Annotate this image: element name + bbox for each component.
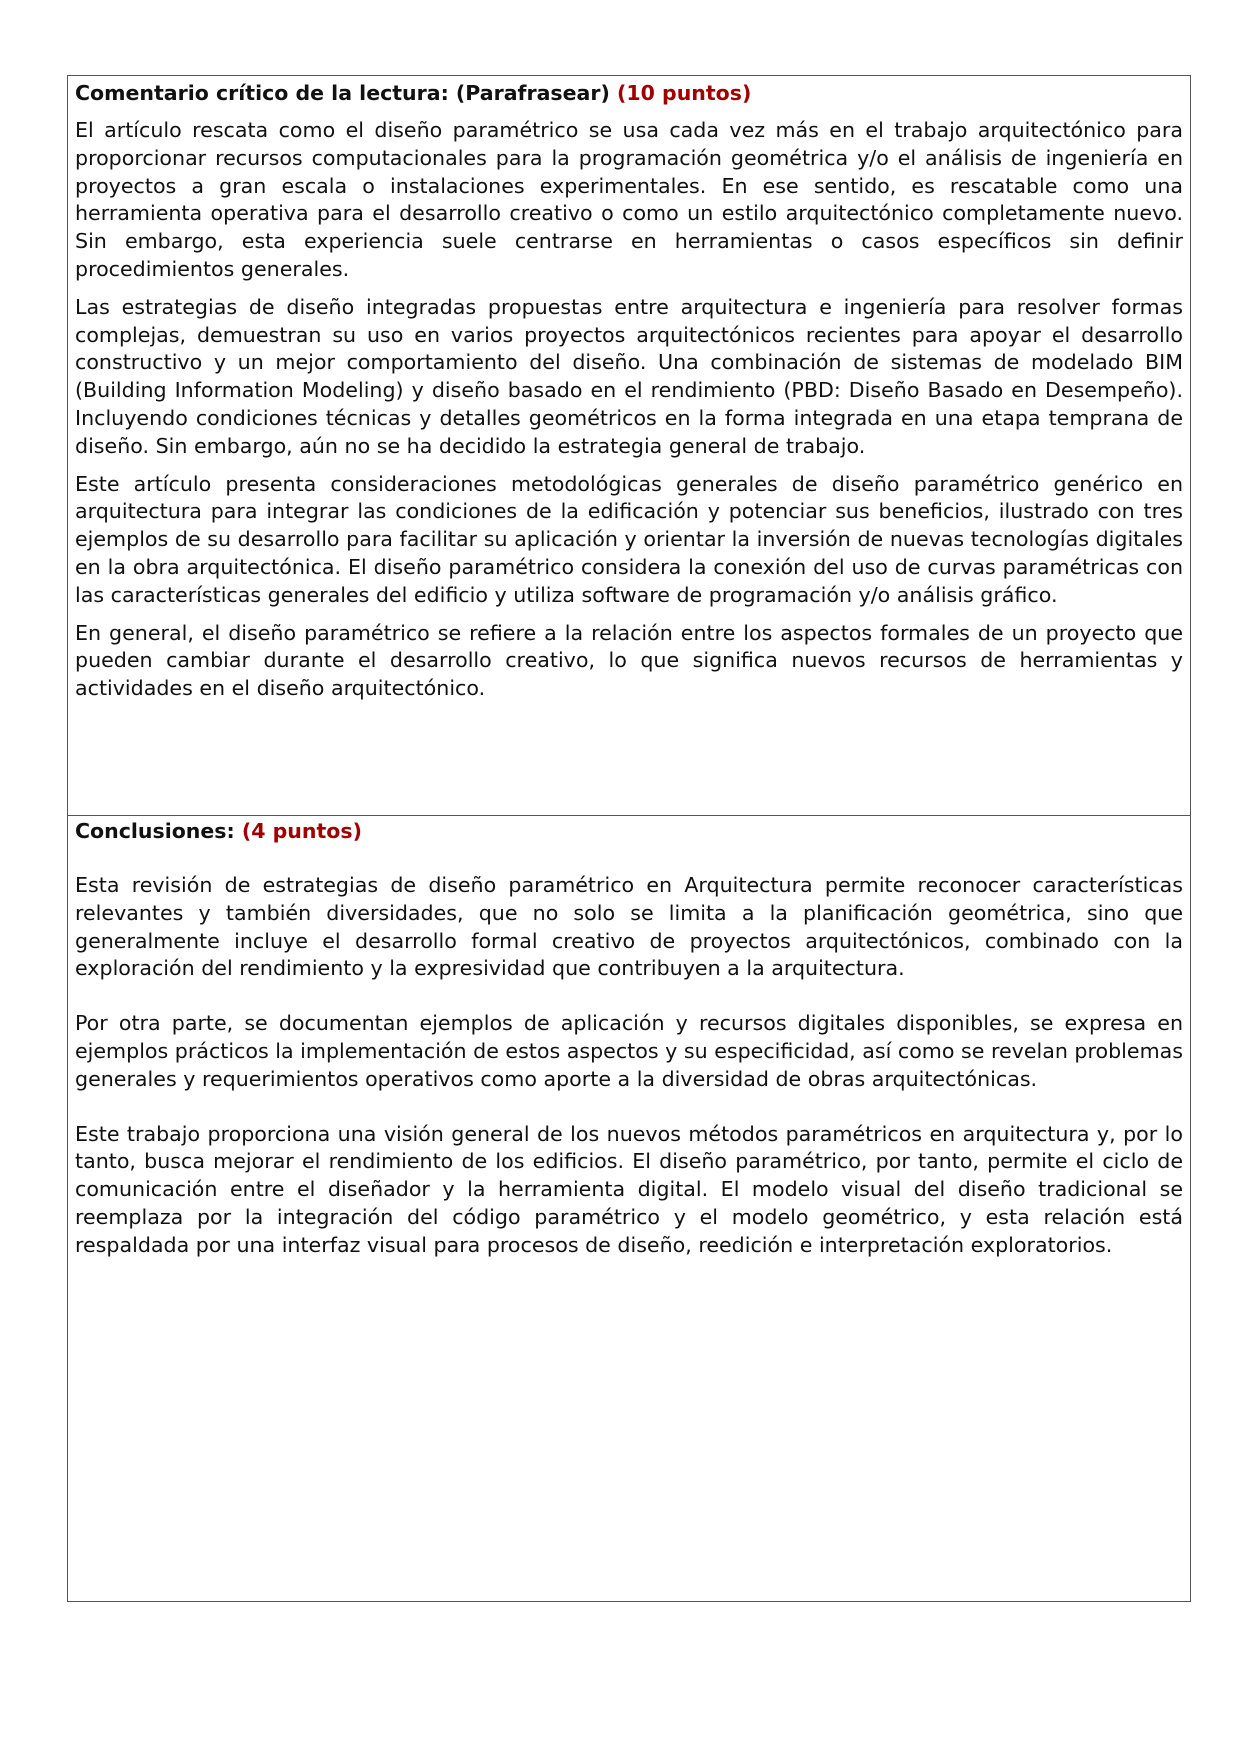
- document-table: [67, 75, 1191, 1602]
- conclusions-paragraph-2: Por otra parte, se documentan ejemplos de aplicación y recursos digitales disponibles, se expresa en ejemplos prácticos la implementación de estos aspectos y su especificidad, así como se revelan problemas generales y requerimientos operativos como aporte a la diversidad de obras arquitectónicas.: [75, 1011, 1183, 1091]
- conclusions-cell: [68, 816, 1190, 1601]
- conclusions-paragraph-1: Esta revisión de estrategias de diseño paramétrico en Arquitectura permite reconocer características relevantes y también diversidades, que no solo se limita a la planificación geométrica, sino que generalmente incluye el desarrollo formal creativo de proyectos arquitectónicos, combinado con la exploración del rendimiento y la expresividad que contribuyen a la arquitectura.: [75, 873, 1183, 981]
- conclusions-heading: [75, 816, 1183, 845]
- comment-points: (10 puntos): [616, 81, 752, 105]
- conclusions-heading-label: Conclusiones:: [75, 819, 235, 843]
- conclusions-points: (4 puntos): [241, 819, 362, 843]
- comment-cell: [68, 76, 1190, 816]
- comment-heading-label: Comentario crítico de la lectura: (Parafrasear): [75, 81, 610, 105]
- comment-paragraph-2: Las estrategias de diseño integradas propuestas entre arquitectura e ingeniería para resolver formas complejas, demuestran su uso en varios proyectos arquitectónicos recientes para apoyar el desarrollo constructivo y un mejor comportamiento del diseño. Una combinación de sistemas de modelado BIM (Building Information Modeling) y diseño basado en el rendimiento (PBD: Diseño Basado en Desempeño). Incluyendo condiciones técnicas y detalles geométricos en la forma integrada en una etapa temprana de diseño. Sin embargo, aún no se ha decidido la estrategia general de trabajo.: [75, 294, 1183, 458]
- conclusions-paragraph-3: Este trabajo proporciona una visión general de los nuevos métodos paramétricos en arquitectura y, por lo tanto, busca mejorar el rendimiento de los edificios. El diseño paramétrico, por tanto, permite el ciclo de comunicación entre el diseñador y la herramienta digital. El modelo visual del diseño tradicional se reemplaza por la integración del código paramétrico y el modelo geométrico, y esta relación está respaldada por una interfaz visual para procesos de diseño, reedición e interpretación exploratorios.: [75, 1121, 1183, 1257]
- comment-paragraph-1: El artículo rescata como el diseño paramétrico se usa cada vez más en el trabajo arquitectónico para proporcionar recursos computacionales para la programación geométrica y/o el análisis de ingeniería en proyectos a gran escala o instalaciones experimentales. En ese sentido, es rescatable como una herramienta operativa para el desarrollo creativo o como un estilo arquitectónico completamente nuevo. Sin embargo, esta experiencia suele centrarse en herramientas o casos específicos sin definir procedimientos generales.: [75, 118, 1183, 281]
- comment-paragraph-4: En general, el diseño paramétrico se refiere a la relación entre los aspectos formales de un proyecto que pueden cambiar durante el desarrollo creativo, lo que significa nuevos recursos de herramientas y actividades en el diseño arquitectónico.: [75, 620, 1183, 701]
- comment-heading: [75, 76, 1183, 107]
- comment-paragraph-3: Este artículo presenta consideraciones metodológicas generales de diseño paramétrico genérico en arquitectura para integrar las condiciones de la edificación y potenciar sus beneficios, ilustrado con tres ejemplos de su desarrollo para facilitar su aplicación y orientar la inversión de nuevas tecnologías digitales en la obra arquitectónica. El diseño paramétrico considera la conexión del uso de curvas paramétricas con las características generales del edificio y utiliza software de programación y/o análisis gráfico.: [75, 471, 1183, 607]
